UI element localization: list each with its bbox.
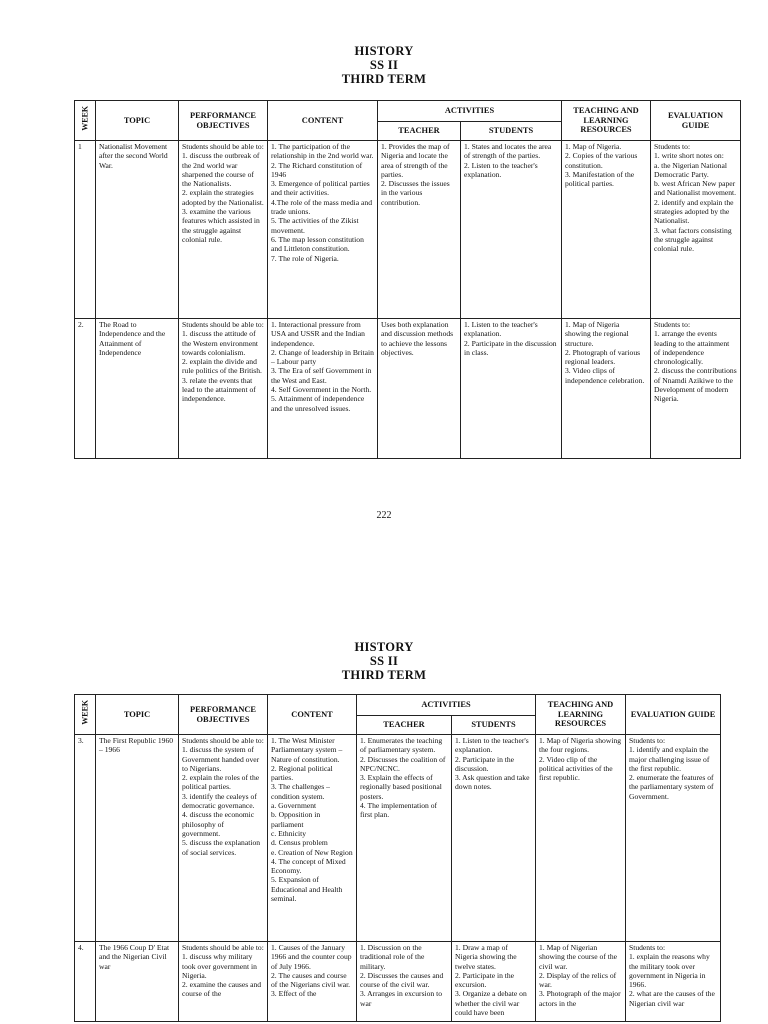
page-two bbox=[0, 620, 768, 1018]
evaluation-cell: Students to: 1. arrange the events leading to the attainment of independence chronologically. 2. discuss the contributions of Nnamdi Azikiwe to the Development of modern Nigeria. bbox=[651, 319, 741, 459]
teacher-cell: 1. Enumerates the teaching of parliamentary system. 2. Discusses the coalition of NPC/NCNC. 3. Explain the effects of regionally based positional posters. 4. The implementation of first plan. bbox=[357, 735, 452, 942]
table-row bbox=[75, 735, 721, 942]
scheme-table bbox=[74, 694, 721, 1022]
col-students-header: STUDENTS bbox=[452, 716, 536, 735]
students-cell: 1. Listen to the teacher's explanation. 2. Participate in the discussion in class. bbox=[461, 319, 562, 459]
topic-cell: The First Republic 1960 – 1966 bbox=[96, 735, 179, 942]
col-resources-header: TEACHING AND LEARNING RESOURCES bbox=[536, 695, 626, 735]
week-cell: 1 bbox=[75, 141, 96, 319]
col-activities-header: ACTIVITIES bbox=[378, 101, 562, 122]
col-topic-header: TOPIC bbox=[96, 695, 179, 735]
col-activities-header: ACTIVITIES bbox=[357, 695, 536, 716]
week-cell: 2. bbox=[75, 319, 96, 459]
header-class: SS II bbox=[369, 58, 399, 72]
header-class: SS II bbox=[369, 654, 399, 668]
teacher-cell: 1. Provides the map of Nigeria and locate the area of strength of the parties. 2. Discusses the issues in the various contribution. bbox=[378, 141, 461, 319]
resources-cell: 1. Map of Nigerian showing the course of the civil war. 2. Display of the relics of war. 3. Photograph of the major actors in the bbox=[536, 942, 626, 1022]
students-cell: 1. Listen to the teacher's explanation. 2. Participate in the discussion. 3. Ask question and take down notes. bbox=[452, 735, 536, 942]
page-number: 222 bbox=[376, 510, 392, 521]
students-cell: 1. Draw a map of Nigeria showing the twelve states. 2. Participate in the excursion. 3. Organize a debate on whether the civil war could have been bbox=[452, 942, 536, 1022]
col-teacher-header: TEACHER bbox=[378, 122, 461, 141]
col-objectives-header: PERFORMANCE OBJECTIVES bbox=[179, 695, 268, 735]
evaluation-cell: Students to: 1. explain the reasons why the military took over government in Nigeria in 1966. 2. what are the causes of the Nigerian civil war bbox=[626, 942, 721, 1022]
evaluation-cell: Students to: 1. write short notes on: a. the Nigerian National Democratic Party. b. west African New paper and Nationalist movement. 2. identify and explain the strategies adopted by the Nationalist. 3. what factors consisting the struggle against colonial rule. bbox=[651, 141, 741, 319]
page-one bbox=[0, 0, 768, 413]
col-content-header: CONTENT bbox=[268, 695, 357, 735]
objectives-cell: Students should be able to: 1. discuss the system of Government handed over to Nigerians. 2. explain the roles of the political parties. 3. identify the cealeys of democratic governance. 4. discuss the economic philosophy of government. 5. discuss the explanation of social services. bbox=[179, 735, 268, 942]
resources-cell: 1. Map of Nigeria showing the regional structure. 2. Photograph of various regional leaders. 3. Video clips of independence celebration. bbox=[562, 319, 651, 459]
week-cell: 3. bbox=[75, 735, 96, 942]
resources-cell: 1. Map of Nigeria showing the four regions. 2. Video clip of the political activities of the first republic. bbox=[536, 735, 626, 942]
header-title: HISTORY bbox=[354, 44, 414, 58]
col-week-header: WEEK bbox=[75, 695, 96, 735]
header-term: THIRD TERM bbox=[341, 668, 427, 682]
table-row bbox=[75, 141, 741, 319]
students-cell: 1. States and locates the area of strength of the parties. 2. Listen to the teacher's explanation. bbox=[461, 141, 562, 319]
col-teacher-header: TEACHER bbox=[357, 716, 452, 735]
week-cell: 4. bbox=[75, 942, 96, 1022]
col-evaluation-header: EVALUATION GUIDE bbox=[651, 101, 741, 141]
header-title: HISTORY bbox=[354, 640, 414, 654]
table-row bbox=[75, 319, 741, 459]
col-resources-header: TEACHING AND LEARNING RESOURCES bbox=[562, 101, 651, 141]
teacher-cell: 1. Discussion on the traditional role of the military. 2. Discusses the causes and course of the civil war. 3. Arranges in excursion to war bbox=[357, 942, 452, 1022]
col-content-header: CONTENT bbox=[268, 101, 378, 141]
content-cell: 1. The West Minister Parliamentary system – Nature of constitution. 2. Regional political parties. 3. The challenges – condition system. a. Government b. Opposition in parliament c. Ethnicity d. Census problem e. Creation of New Region 4. The concept of Mixed Economy. 5. Expansion of Educational and Health seminal. bbox=[268, 735, 357, 942]
topic-cell: Nationalist Movement after the second World War. bbox=[96, 141, 179, 319]
col-evaluation-header: EVALUATION GUIDE bbox=[626, 695, 721, 735]
resources-cell: 1. Map of Nigeria. 2. Copies of the various constitution. 3. Manifestation of the political parties. bbox=[562, 141, 651, 319]
content-cell: 1. The participation of the relationship in the 2nd world war. 2. The Richard constitution of 1946 3. Emergence of political parties and their activities. 4.The role of the mass media and trade unions. 5. The activities of the Zikist movement. 6. The map lesson constitution and Littleton constitution. 7. The role of Nigeria. bbox=[268, 141, 378, 319]
table-row bbox=[75, 942, 721, 1022]
content-cell: 1. Interactional pressure from USA and USSR and the Indian independence. 2. Change of leadership in Britain – Labour party 3. The Era of self Government in the West and East. 4. Self Government in the North. 5. Attainment of independence and the unresolved issues. bbox=[268, 319, 378, 459]
scheme-table bbox=[74, 100, 741, 459]
col-topic-header: TOPIC bbox=[96, 101, 179, 141]
objectives-cell: Students should be able to: 1. discuss the outbreak of the 2nd world war sharpened the course of the Nationalists. 2. explain the strategies adopted by the Nationalist. 3. examine the various features which assisted in the struggle against colonial rule. bbox=[179, 141, 268, 319]
col-week-header: WEEK bbox=[75, 101, 96, 141]
document-header bbox=[0, 620, 768, 682]
evaluation-cell: Students to: 1. identify and explain the major challenging issue of the first republic. 2. enumerate the features of the parliamentary system of Government. bbox=[626, 735, 721, 942]
document-header bbox=[0, 0, 768, 86]
teacher-cell: Uses both explanation and discussion methods to achieve the lessons objectives. bbox=[378, 319, 461, 459]
topic-cell: The 1966 Coup D' Etat and the Nigerian Civil war bbox=[96, 942, 179, 1022]
col-students-header: STUDENTS bbox=[461, 122, 562, 141]
content-cell: 1. Causes of the January 1966 and the counter coup of July 1966. 2. The causes and course of the Nigerians civil war. 3. Effect of the bbox=[268, 942, 357, 1022]
header-term: THIRD TERM bbox=[341, 72, 427, 86]
col-objectives-header: PERFORMANCE OBJECTIVES bbox=[179, 101, 268, 141]
objectives-cell: Students should be able to: 1. discuss the attitude of the Western environment towards colonialism. 2. explain the divide and rule politics of the British. 3. relate the events that lead to the attainment of independence. bbox=[179, 319, 268, 459]
topic-cell: The Road to Independence and the Attainment of Independence bbox=[96, 319, 179, 459]
objectives-cell: Students should be able to: 1. discuss why military took over government in Nigeria. 2. examine the causes and course of the bbox=[179, 942, 268, 1022]
